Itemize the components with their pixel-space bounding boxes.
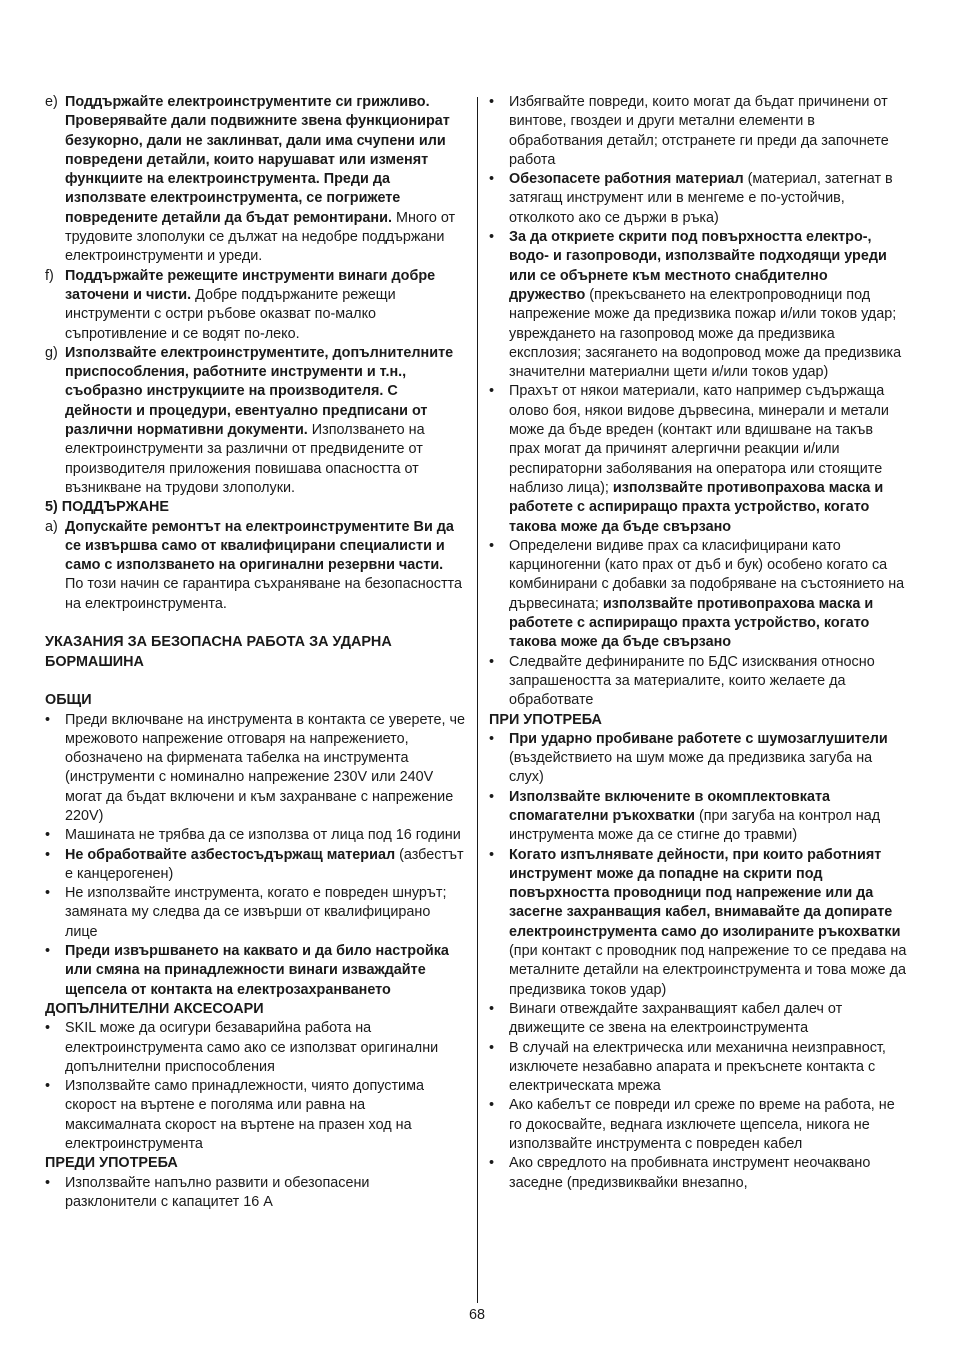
bullet-item bbox=[45, 711, 465, 827]
item-marker: • bbox=[45, 711, 51, 728]
item-marker: e) bbox=[45, 94, 58, 110]
bullet-item bbox=[489, 653, 907, 711]
bullet-item bbox=[45, 1019, 465, 1077]
item-bold-text: използвайте противопрахова маска и работете с аспириращо прахта устройство, когато такова може да бъде свързано bbox=[509, 595, 874, 651]
item-text: Много от трудовите злополуки се дължат на недобре поддържани електроинструменти и уреди. bbox=[65, 209, 456, 265]
bullet-item bbox=[489, 93, 907, 170]
item-marker: f) bbox=[45, 267, 54, 284]
item-marker: g) bbox=[45, 344, 58, 361]
item-bold-text: При ударно пробиване работете с шумозаглушители bbox=[509, 730, 888, 747]
item-bold-text: Поддържайте режещите инструменти винаги добре заточени и чисти. bbox=[65, 267, 436, 303]
bullet-item bbox=[45, 942, 465, 1000]
item-marker: • bbox=[45, 1174, 51, 1191]
item-marker: • bbox=[45, 1078, 51, 1095]
item-text: Добре поддържаните режещи инструменти с остри ръбове оказват по-малко съпротивление и се водят по-леко. bbox=[65, 286, 396, 342]
item-marker: • bbox=[489, 846, 495, 863]
item-text: Използвайте напълно развити и обезопасени разклонители с капацитет 16 A bbox=[65, 1174, 370, 1210]
item-text: Избягвайте повреди, които могат да бъдат причинени от винтове, гвоздеи и други метални елементи в обработвания детайл; отстранете ги преди да започнете работа bbox=[509, 94, 889, 168]
item-text: В случай на електрическа или механична неизправност, изключете незабавно апарата и прекъснете контакта с електрическата мрежа bbox=[509, 1039, 886, 1095]
item-marker: a) bbox=[45, 518, 58, 535]
item-marker: • bbox=[489, 94, 495, 110]
right-column bbox=[489, 93, 907, 1193]
section-heading-text: ОБЩИ bbox=[45, 692, 92, 709]
bullet-item bbox=[489, 1000, 907, 1039]
item-text: Машината не трябва да се използва от лица под 16 години bbox=[65, 827, 461, 844]
section-heading bbox=[45, 1000, 465, 1019]
section-heading-text: ДОПЪЛНИТЕЛНИ АКСЕСОАРИ bbox=[45, 1000, 264, 1017]
item-text: Определени видиве прах са класифицирани като карциногенни (като прах от дъб и бук) особено когато са комбинирани с добавки за подобряване на състоянието на дървесината; bbox=[509, 537, 905, 612]
item-bold-text: Допускайте ремонтът на електроинструментите Ви да се извършва само от квалифицирани специалисти и само с използването на оригинални резервни части. bbox=[65, 518, 454, 574]
section-heading-text: ПРИ УПОТРЕБА bbox=[489, 711, 602, 728]
item-text: (при контакт с проводник под напрежение то се предава на металните детайли на електроинструмента и това може да предизвика токов удар) bbox=[509, 943, 907, 998]
bullet-item bbox=[489, 846, 907, 1000]
item-text: Използването на електроинструменти за различни от предвидените от производителя приложения повишава опасността от възникване на трудови злополуки. bbox=[65, 422, 425, 496]
item-marker: • bbox=[45, 827, 51, 844]
item-text: Ако кабелът се повреди ил среже по време на работа, не го докосвайте, веднага изключете щепсела, никога не използвайте инструмента с повреден кабел bbox=[509, 1097, 895, 1153]
item-marker: • bbox=[489, 229, 495, 246]
item-marker: • bbox=[489, 730, 495, 747]
bullet-item bbox=[45, 826, 465, 845]
list-item bbox=[45, 344, 465, 498]
bullet-item bbox=[489, 170, 907, 228]
item-marker: • bbox=[45, 885, 51, 902]
item-marker: • bbox=[45, 943, 51, 960]
section-heading bbox=[45, 1154, 465, 1173]
item-text: (прекъсването на електропроводници под напрежение може да предизвика пожар и/или токов удар; увреждането на газопровод може да предизвика експлозия; засягането на водопровод може да предизвика значителни материални щети и/или токов удар) bbox=[509, 286, 902, 381]
item-marker: • bbox=[489, 537, 495, 554]
bullet-item bbox=[45, 1077, 465, 1154]
spacer bbox=[45, 672, 465, 691]
bullet-item bbox=[489, 1154, 907, 1193]
item-marker: • bbox=[45, 1020, 51, 1037]
bullet-item bbox=[45, 1174, 465, 1213]
item-marker: • bbox=[489, 1039, 495, 1056]
item-bold-text: Преди извършването на каквато и да било настройка или смяна на принадлежности винаги изваждайте щепсела от контакта на електрозахранването bbox=[65, 943, 449, 998]
item-text: (азбестът е канцерогенен) bbox=[65, 846, 464, 882]
list-item bbox=[45, 93, 465, 267]
left-column bbox=[45, 93, 465, 1212]
spacer bbox=[45, 614, 465, 633]
column-divider bbox=[477, 97, 478, 1303]
bullet-item bbox=[489, 382, 907, 536]
item-bold-text: Използвайте включените в окомплектовката спомагателни ръкохватки bbox=[509, 788, 831, 824]
item-text: Използвайте само принадлежности, чиято допустима скорост на въртене е поголяма или равна на максималната скорост на въртене на празен ход на електроинструмента bbox=[65, 1078, 424, 1153]
bullet-item bbox=[489, 537, 907, 653]
page-number: 68 bbox=[468, 1307, 485, 1323]
item-marker: • bbox=[489, 1097, 495, 1114]
item-marker: • bbox=[489, 171, 495, 188]
section-heading bbox=[45, 691, 465, 710]
item-text: Ако свредлото на пробивната инструмент неочаквано заседне (предизвиквайки внезапно, bbox=[509, 1155, 871, 1191]
item-marker: • bbox=[489, 653, 495, 670]
item-bold-text: Когато изпълнявате дейности, при които работният инструмент може да попадне на скрити под повърхността проводници под напрежение или да засегне захранващия кабел, внимавайте да допирате електроинструмента само до изолираните ръкохватки bbox=[509, 846, 901, 940]
bullet-item bbox=[489, 1039, 907, 1097]
section-heading-text: ПРЕДИ УПОТРЕБА bbox=[45, 1155, 178, 1172]
bullet-item bbox=[489, 228, 907, 382]
bullet-item bbox=[489, 1096, 907, 1154]
item-marker: • bbox=[489, 1000, 495, 1017]
item-marker: • bbox=[489, 1155, 495, 1172]
section-heading bbox=[45, 633, 465, 672]
item-text: SKIL може да осигури безаварийна работа на електроинструмента само ако се използват оригинални допълнителни приспособления bbox=[65, 1020, 439, 1075]
item-text: (при загуба на контрол над инструмента може да се стигне до травми) bbox=[509, 807, 881, 844]
item-marker: • bbox=[489, 383, 495, 400]
list-item bbox=[45, 518, 465, 614]
item-bold-text: Обезопасете работния материал bbox=[509, 171, 744, 188]
item-text: По този начин се гарантира съхраняване на безопасността на електроинструмента. bbox=[65, 576, 462, 612]
item-bold-text: Поддържайте електроинструментите си грижливо. Проверявайте дали подвижните звена функционират безукорно, дали не заклинват, дали има счупени или повредени детайли, които нарушават или изменят функциите на електроинструмента. Преди да използвате електроинструмента, се погрижете повредените детайли да бъдат ремонтирани. bbox=[65, 94, 450, 226]
item-text: Прахът от някои материали, като например съдържаща олово боя, някои видове дървесина, минерали и метали може да бъде вреден (контакт или вдишване на такъв прах могат да причинят алергични реакции и/или респираторни заболявания на оператора или стоящите наблизо лица); bbox=[509, 383, 889, 496]
bullet-item bbox=[489, 730, 907, 788]
bullet-item bbox=[489, 788, 907, 846]
section-heading-text: УКАЗАНИЯ ЗА БЕЗОПАСНА РАБОТА ЗА УДАРНА БОРМАШИНА bbox=[45, 634, 392, 670]
section-heading-text: 5) ПОДДЪРЖАНЕ bbox=[45, 499, 169, 516]
item-text: Не използвайте инструмента, когато е повреден шнурът; замяната му следва да се извърши от квалифицирано лице bbox=[65, 885, 447, 940]
item-text: Следвайте дефинираните по БДС изисквания относно запрашеността за материалите, които желаете да обработвате bbox=[509, 653, 875, 709]
item-text: (въздействието на шум може да предизвика загуба на слух) bbox=[509, 750, 873, 786]
item-text: (материал, затегнат в затягащ инструмент или в менгеме е по-устойчив, отколкото ако се държи в ръка) bbox=[509, 171, 893, 226]
item-bold-text: използвайте противопрахова маска и работете с аспириращо прахта устройство, когато такова може да бъде свързано bbox=[509, 479, 884, 535]
item-bold-text: Използвайте електроинструментите, допълнителните приспособления, работните инструменти и т.н., съобразно инструкциите на производителя. С дейности и процедури, евентуално предписани от различни нормативни документи. bbox=[65, 344, 454, 439]
bullet-item bbox=[45, 846, 465, 885]
bullet-item bbox=[45, 884, 465, 942]
item-text: Преди включване на инструмента в контакта се уверете, че мрежовото напрежение отговаря на напрежението, обозначено на фирмената табелка на инструмента (инструменти с номинално напрежение 230V или 240V могат да бъдат включени и към захранване с напрежение 220V) bbox=[65, 711, 465, 824]
item-bold-text: За да откриете скрити под повърхността електро-, водо- и газопроводи, използвайте подходящи уреди или се обърнете към местното снабдително дружество bbox=[509, 229, 887, 303]
item-text: Винаги отвеждайте захранващият кабел далеч от движещите се звена на електроинструмента bbox=[509, 1000, 843, 1037]
list-item bbox=[45, 267, 465, 344]
section-heading bbox=[45, 498, 465, 517]
section-heading bbox=[489, 711, 907, 730]
item-marker: • bbox=[489, 788, 495, 805]
item-marker: • bbox=[45, 846, 51, 863]
item-bold-text: Не обработвайте азбестосъдържащ материал bbox=[65, 846, 396, 863]
